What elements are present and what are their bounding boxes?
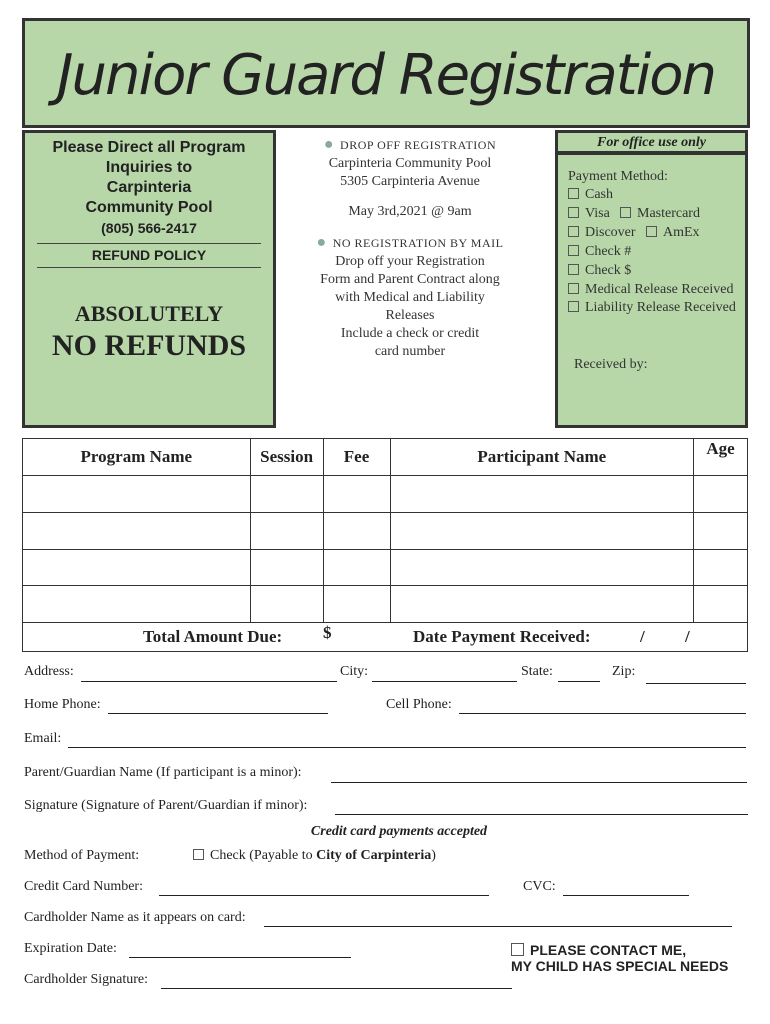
special-needs-option[interactable] (511, 942, 728, 974)
cvc-field[interactable] (563, 895, 689, 896)
table-cell[interactable] (323, 549, 390, 586)
inquiries-line-4: Community Pool (85, 199, 213, 216)
mail-line: Include a check or credit (340, 326, 480, 341)
checkbox-icon[interactable] (568, 226, 579, 237)
page-title: Junior Guard Registration (57, 43, 715, 108)
liability-release-option[interactable]: Liability Release Received (568, 300, 736, 316)
mail-line: Form and Parent Contract along (320, 272, 500, 287)
city-label: City: (340, 664, 369, 679)
mail-line: Releases (385, 308, 435, 323)
refund-heading: REFUND POLICY (91, 247, 207, 263)
check-payable-option[interactable]: Check (Payable to City of Carpinteria) (193, 848, 436, 864)
cardholder-name-field[interactable] (264, 926, 732, 927)
pool-name: Carpinteria Community Pool (328, 156, 492, 171)
zip-label: Zip: (612, 664, 636, 679)
table-cell[interactable] (694, 476, 748, 513)
bullet-icon: ● (316, 234, 327, 251)
checkbox-icon[interactable] (620, 207, 631, 218)
signature-label: Signature (Signature of Parent/Guardian if minor): (24, 798, 308, 813)
office-box (555, 152, 748, 428)
cardholder-sig-field[interactable] (161, 988, 512, 989)
check-amount-option[interactable]: Check $ (568, 263, 631, 279)
col-program-name: Program Name (23, 439, 251, 476)
table-cell[interactable] (390, 476, 694, 513)
col-participant-name: Participant Name (390, 439, 694, 476)
cvc-label: CVC: (523, 879, 556, 894)
divider (37, 243, 261, 244)
table-cell[interactable] (323, 512, 390, 549)
col-fee: Fee (323, 439, 390, 476)
total-amount-label: Total Amount Due: (143, 627, 283, 646)
checkbox-icon[interactable] (568, 188, 579, 199)
mail-heading: ● NO REGISTRATION BY MAIL (316, 234, 504, 251)
medical-release-option[interactable]: Medical Release Received (568, 282, 733, 298)
table-cell[interactable] (23, 476, 251, 513)
address-label: Address: (24, 664, 74, 679)
table-cell[interactable] (250, 512, 323, 549)
cash-option[interactable]: Cash (568, 187, 613, 203)
checkbox-icon[interactable] (646, 226, 657, 237)
date-received-label: Date Payment Received: (413, 627, 591, 646)
city-field[interactable] (372, 681, 517, 682)
office-heading: For office use only (555, 130, 748, 154)
checkbox-icon[interactable] (568, 301, 579, 312)
city-name: City of Carpinteria (316, 848, 432, 863)
table-cell[interactable] (390, 549, 694, 586)
table-cell[interactable] (323, 586, 390, 623)
table-cell[interactable] (23, 512, 251, 549)
signature-field[interactable] (335, 814, 748, 815)
expiration-field[interactable] (129, 957, 351, 958)
expiration-label: Expiration Date: (24, 941, 117, 956)
amex-option[interactable]: AmEx (646, 225, 700, 241)
table-cell[interactable] (694, 586, 748, 623)
mastercard-option[interactable]: Mastercard (620, 206, 700, 222)
cc-number-label: Credit Card Number: (24, 879, 143, 894)
checkbox-icon[interactable] (568, 245, 579, 256)
table-cell[interactable] (694, 549, 748, 586)
mail-line: Drop off your Registration (335, 254, 485, 269)
no-refunds-text: NO REFUNDS (51, 329, 247, 362)
state-label: State: (521, 664, 553, 679)
program-table (22, 438, 748, 652)
table-cell[interactable] (323, 476, 390, 513)
zip-field[interactable] (646, 683, 746, 684)
check-number-option[interactable]: Check # (568, 244, 631, 260)
mail-line: with Medical and Liability (335, 290, 485, 305)
discover-option[interactable]: Discover (568, 225, 636, 241)
received-by-label: Received by: (574, 357, 648, 372)
totals-row (23, 623, 748, 652)
inquiries-line-3: Carpinteria (106, 179, 192, 196)
mail-line: card number (374, 344, 446, 359)
col-age: Age (694, 439, 748, 476)
email-label: Email: (24, 731, 62, 746)
payment-method-label: Payment Method: (568, 169, 668, 184)
checkbox-icon[interactable] (568, 283, 579, 294)
state-field[interactable] (558, 681, 600, 682)
table-cell[interactable] (250, 586, 323, 623)
col-session: Session (250, 439, 323, 476)
table-cell[interactable] (390, 512, 694, 549)
address-field[interactable] (81, 681, 337, 682)
checkbox-icon[interactable] (193, 849, 204, 860)
guardian-field[interactable] (331, 782, 747, 783)
cardholder-sig-label: Cardholder Signature: (24, 972, 149, 987)
special-needs-line-2: MY CHILD HAS SPECIAL NEEDS (511, 958, 729, 974)
inquiries-line-1: Please Direct all Program (52, 139, 246, 156)
inquiries-box (22, 130, 276, 428)
bullet-icon: ● (323, 136, 335, 153)
checkbox-icon[interactable] (511, 943, 524, 956)
table-cell[interactable] (23, 586, 251, 623)
divider (37, 267, 261, 268)
table-cell[interactable] (250, 549, 323, 586)
table-row (23, 549, 748, 586)
dollar-sign: $ (323, 623, 332, 642)
visa-option[interactable]: Visa (568, 206, 610, 222)
method-label: Method of Payment: (24, 848, 140, 863)
inquiries-line-2: Inquiries to (105, 159, 193, 176)
table-row (23, 476, 748, 513)
special-needs-line-1: PLEASE CONTACT ME, (511, 942, 728, 958)
pool-phone: (805) 566-2417 (101, 220, 197, 236)
cell-phone-label: Cell Phone: (386, 697, 452, 712)
pool-address: 5305 Carpinteria Avenue (340, 174, 480, 189)
table-header-row (23, 439, 748, 476)
table-cell[interactable] (23, 549, 251, 586)
home-phone-label: Home Phone: (24, 697, 101, 712)
dropoff-date: May 3rd,2021 @ 9am (348, 204, 472, 219)
home-phone-field[interactable] (108, 713, 328, 714)
email-field[interactable] (68, 747, 746, 748)
cardholder-name-label: Cardholder Name as it appears on card: (24, 910, 246, 925)
checkbox-icon[interactable] (568, 264, 579, 275)
title-banner (22, 18, 750, 128)
cc-accepted-note: Credit card payments accepted (310, 824, 488, 839)
absolutely-text: ABSOLUTELY (74, 301, 224, 326)
table-cell[interactable] (250, 476, 323, 513)
table-cell[interactable] (694, 512, 748, 549)
table-row (23, 586, 748, 623)
cell-phone-field[interactable] (459, 713, 746, 714)
table-cell[interactable] (390, 586, 694, 623)
dropoff-info (300, 136, 520, 360)
guardian-label: Parent/Guardian Name (If participant is a minor): (24, 765, 302, 780)
date-slash: / (640, 627, 645, 646)
dropoff-heading: ● DROP OFF REGISTRATION (323, 136, 497, 153)
totals-cell (23, 623, 748, 652)
table-row (23, 512, 748, 549)
date-slash: / (685, 627, 690, 646)
cc-number-field[interactable] (159, 895, 489, 896)
checkbox-icon[interactable] (568, 207, 579, 218)
